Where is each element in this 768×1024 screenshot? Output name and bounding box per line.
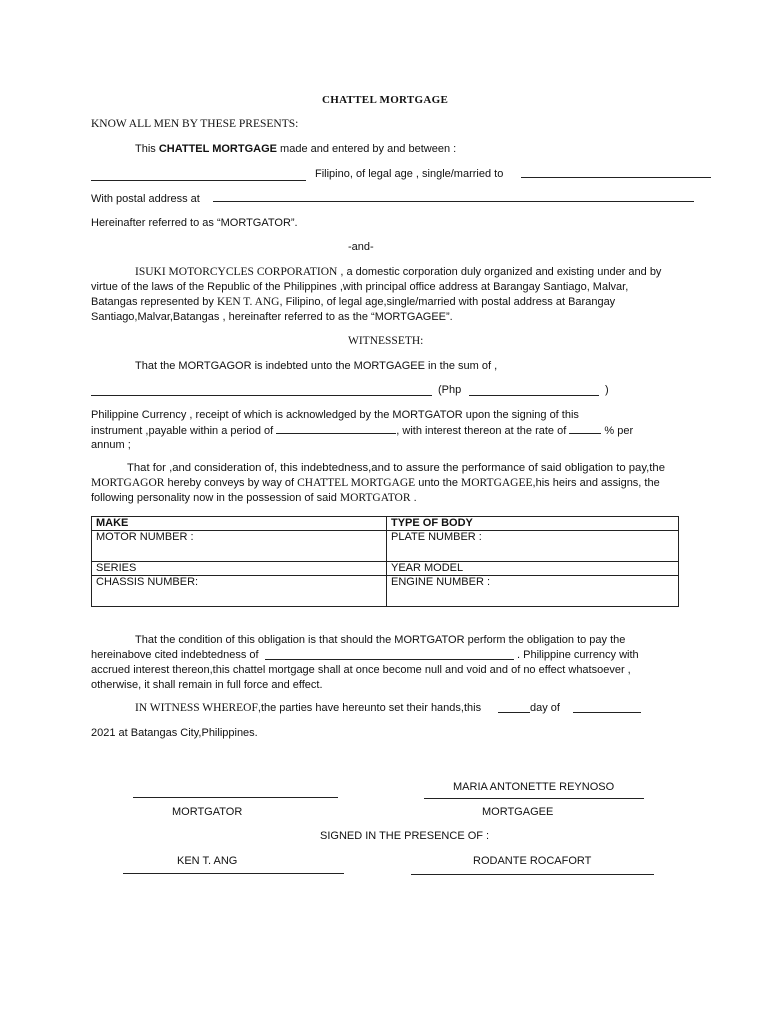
amount-words-blank: [91, 395, 432, 396]
currency-line1: Philippine Currency , receipt of which is acknowledged by the MORTGATOR upon the signing of this: [91, 409, 579, 421]
mortgator-label: MORTGATOR: [172, 806, 243, 818]
presence-heading: SIGNED IN THE PRESENCE OF :: [320, 830, 490, 842]
and-separator: -and-: [348, 241, 374, 253]
table-row: [92, 562, 679, 576]
payable-text: instrument ,payable within a period of: [91, 425, 277, 437]
mortgagee-para-line3: [91, 295, 615, 310]
legal-age-text: Filipino, of legal age , single/married to: [315, 168, 504, 180]
consideration-line1: That for ,and consideration of, this indebtedness,and to assure the performance of said obligation to pay,the: [127, 462, 665, 474]
unto-text: unto the: [415, 477, 462, 489]
mortgagee-name: MARIA ANTONETTE REYNOSO: [453, 781, 615, 793]
condition-line4: otherwise, it shall remain in full force and effect.: [91, 679, 323, 691]
mortgagee-para-line1: [135, 265, 661, 280]
intro-text: KNOW ALL MEN BY THESE PRESENTS:: [91, 118, 299, 130]
witness1-signature-line: [123, 873, 344, 874]
table-cell: PLATE NUMBER :: [387, 531, 679, 562]
opening-post: made and entered by and between :: [277, 143, 457, 155]
witness1-name: KEN T. ANG: [177, 855, 238, 867]
opening-pre: This: [135, 143, 159, 155]
spouse-blank: [521, 177, 711, 178]
mortgagee-signature-line: [424, 798, 644, 799]
witness2-name: RODANTE ROCAFORT: [473, 855, 592, 867]
year-place-line: 2021 at Batangas City,Philippines.: [91, 727, 258, 739]
table-cell: TYPE OF BODY: [387, 517, 679, 531]
corporation-desc: , a domestic corporation duly organized and existing under and by: [337, 266, 662, 278]
mortgagee-para-line4: Santiago,Malvar,Batangas , hereinafter referred to as the “MORTGAGEE”.: [91, 311, 453, 323]
indebtedness-blank: [265, 659, 514, 660]
opening-bold: CHATTEL MORTGAGE: [158, 143, 277, 155]
condition-line2-rest: . Philippine currency with: [517, 649, 639, 661]
interest-text: , with interest thereon at the rate of: [396, 425, 570, 437]
mortgator-name-blank: [91, 180, 306, 181]
consideration-line2: [91, 476, 660, 491]
conveys-text: hereby conveys by way of: [164, 477, 298, 489]
table-cell: ENGINE NUMBER :: [387, 576, 679, 607]
mortgator-signature-line: [133, 797, 338, 798]
table-row: [92, 576, 679, 607]
period-mark: .: [410, 492, 417, 504]
php-open: (Php: [438, 384, 462, 396]
condition-line1: That the condition of this obligation is that should the MORTGATOR perform the obligation to pay the: [135, 634, 626, 646]
month-blank: [573, 712, 641, 713]
heirs-text: ,his heirs and assigns, the: [532, 477, 660, 489]
period-blank: [276, 423, 396, 434]
table-cell: YEAR MODEL: [387, 562, 679, 576]
chattel-mortgage-term: CHATTEL MORTGAGE: [297, 477, 416, 489]
represented-by: Batangas represented by: [91, 296, 217, 308]
mortgagee-term: MORTGAGEE: [461, 477, 533, 489]
php-close: ): [605, 384, 609, 396]
day-blank: [498, 712, 530, 713]
opening-line: [135, 143, 456, 155]
rate-blank: [569, 423, 601, 434]
table-row: [92, 531, 679, 562]
mortgagee-label: MORTGAGEE: [482, 806, 554, 818]
day-of-text: day of: [530, 702, 560, 714]
table-cell: MAKE: [92, 517, 387, 531]
indebted-line: That the MORTGAGOR is indebted unto the MORTGAGEE in the sum of ,: [135, 360, 498, 372]
possession-text: following personality now in the possession of said: [91, 492, 340, 504]
representative-name: KEN T. ANG: [216, 296, 280, 308]
currency-line3: annum ;: [91, 439, 131, 451]
percent-text: % per: [601, 425, 634, 437]
condition-line3: accrued interest thereon,this chattel mortgage shall at once become null and void and of no effect whatsoever ,: [91, 664, 631, 676]
condition-line2-label: hereinabove cited indebtedness of: [91, 649, 259, 661]
table-cell: SERIES: [92, 562, 387, 576]
currency-line2: [91, 423, 633, 439]
postal-address-blank: [213, 201, 694, 202]
amount-php-blank: [469, 395, 599, 396]
mortgagor-term: MORTGAGOR: [91, 477, 165, 489]
vehicle-details-table: [91, 516, 679, 607]
mortgator-reference: Hereinafter referred to as “MORTGATOR”.: [91, 217, 298, 229]
corporation-name: ISUKI MOTORCYCLES CORPORATION: [135, 266, 338, 278]
witnesseth-heading: WITNESSETH:: [348, 335, 424, 347]
table-cell: CHASSIS NUMBER:: [92, 576, 387, 607]
mortgator-term: MORTGATOR: [339, 492, 411, 504]
representative-desc: , Filipino, of legal age,single/married with postal address at Barangay: [279, 296, 616, 308]
witness-whereof-heading: IN WITNESS WHEREOF: [135, 702, 258, 714]
table-cell: MOTOR NUMBER :: [92, 531, 387, 562]
postal-address-label: With postal address at: [91, 193, 200, 205]
witness-whereof-line: [135, 702, 481, 714]
document-title: CHATTEL MORTGAGE: [322, 94, 449, 106]
table-row: [92, 517, 679, 531]
witness2-signature-line: [411, 874, 654, 875]
mortgagee-para-line2: virtue of the laws of the Republic of the Philippines ,with principal office address at Barangay Santiago, Malvar,: [91, 281, 629, 293]
consideration-line3: [91, 491, 417, 506]
set-hands-text: ,the parties have hereunto set their hands,this: [257, 702, 482, 714]
